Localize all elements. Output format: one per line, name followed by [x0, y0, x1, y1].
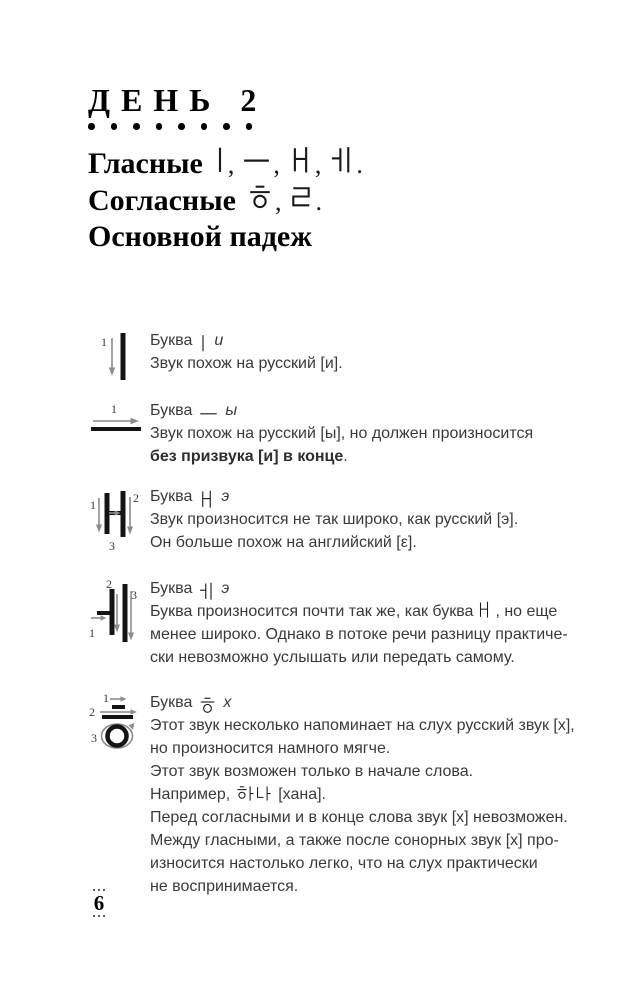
- hangul-r-glyph: [290, 183, 312, 210]
- example-transcription: [хана].: [278, 786, 326, 803]
- stroke-number: 3: [91, 731, 97, 745]
- entry-title: [150, 691, 588, 714]
- hangul-h-glyph: [248, 183, 272, 210]
- stroke-number: 1: [90, 498, 96, 512]
- entry-text: [150, 690, 588, 898]
- letter-name: э: [221, 580, 230, 597]
- comma-separator: ,: [273, 149, 280, 179]
- stroke-diagram-column: [88, 690, 150, 898]
- pronunciation-note: но произносится намного мягче.: [150, 740, 391, 757]
- pronunciation-note: износится настолько легко, что на слух практически: [150, 855, 538, 872]
- dot: [178, 123, 185, 130]
- page-number: 6: [93, 891, 105, 916]
- hangul-e-glyph: [330, 146, 353, 173]
- stroke-diagram-column: [88, 398, 150, 468]
- stroke-number: 2: [106, 577, 112, 591]
- hangul-i-glyph: [199, 334, 207, 352]
- day-title: ДЕНЬ 2: [88, 82, 268, 118]
- letter-entry-e: [88, 576, 588, 669]
- comma-separator: ,: [227, 149, 235, 179]
- case-heading-text: Основной падеж: [88, 219, 312, 253]
- letter-name: ы: [225, 402, 238, 419]
- dot: [88, 123, 95, 130]
- entry-text: [150, 484, 588, 559]
- stroke-diagram-eu: [88, 400, 146, 444]
- vowels-label: Гласные: [88, 146, 203, 180]
- dot: [223, 123, 230, 130]
- stroke-number: 1: [89, 626, 95, 640]
- page-footer: [86, 889, 112, 917]
- stroke-diagram-column: [88, 484, 150, 559]
- note-text: Буква произносится почти так же, как буква: [150, 603, 474, 620]
- dot: [133, 123, 140, 130]
- hangul-h-glyph: [199, 696, 216, 714]
- consonants-heading: [88, 183, 363, 220]
- letter-entry-eu: [88, 398, 588, 468]
- pronunciation-note-emphasis: [150, 445, 588, 468]
- footer-dots-bottom: [86, 915, 112, 917]
- letter-label: Буква: [150, 580, 193, 597]
- period-mark: .: [315, 186, 322, 216]
- pronunciation-note: менее широко. Однако в потоке речи разницу практиче-: [150, 626, 568, 643]
- letter-label: Буква: [150, 488, 193, 505]
- hangul-ae-glyph: [289, 146, 312, 173]
- stroke-diagram-i: [94, 328, 138, 386]
- comma-separator: ,: [274, 186, 282, 216]
- hangul-i-glyph: [215, 146, 225, 173]
- example-line: [150, 783, 588, 806]
- pronunciation-note: не воспринимается.: [150, 878, 299, 895]
- vowels-heading: [88, 146, 363, 183]
- dot: [246, 123, 253, 130]
- stroke-diagram-column: [88, 576, 150, 669]
- stroke-diagram-ae: [88, 484, 146, 554]
- dot: [111, 123, 118, 130]
- stroke-diagram-e: [88, 576, 144, 652]
- hangul-ae-glyph: [477, 601, 491, 618]
- entry-title: [150, 485, 588, 508]
- pronunciation-note: [150, 600, 588, 623]
- stroke-diagram-column: [88, 328, 150, 391]
- hangul-hana-word: [236, 785, 272, 802]
- letter-name: э: [221, 488, 230, 505]
- letter-name: и: [214, 332, 224, 349]
- entry-title: [150, 399, 588, 422]
- consonants-label: Согласные: [88, 183, 236, 217]
- period-mark: .: [356, 149, 363, 179]
- letter-label: Буква: [150, 332, 193, 349]
- hangul-eu-glyph: [243, 146, 270, 173]
- pronunciation-note: Между гласными, а также после сонорных звук [х] про-: [150, 832, 559, 849]
- pronunciation-note: Он больше похож на английский [ε].: [150, 534, 417, 551]
- entry-title: [150, 577, 588, 600]
- case-heading: [88, 220, 363, 257]
- entry-text: [150, 398, 588, 468]
- pronunciation-note: Этот звук несколько напоминает на слух русский звук [х],: [150, 717, 575, 734]
- chapter-header: [88, 84, 363, 257]
- pronunciation-note: Перед согласными и в конце слова звук [х] невозможен.: [150, 809, 568, 826]
- pronunciation-note: Звук похож на русский [и].: [150, 355, 343, 372]
- letter-entry-ae: [88, 484, 588, 559]
- comma-separator: ,: [314, 149, 322, 179]
- stroke-diagram-h: [88, 690, 146, 762]
- hangul-e-glyph: [199, 582, 214, 600]
- stroke-number: 2: [89, 705, 95, 719]
- entry-title: [150, 329, 588, 352]
- dot: [93, 915, 95, 917]
- dot: [156, 123, 163, 130]
- example-label: Например,: [150, 786, 231, 803]
- pronunciation-note: Этот звук возможен только в начале слова.: [150, 763, 474, 780]
- dot: [201, 123, 208, 130]
- letter-label: Буква: [150, 694, 193, 711]
- letter-entry-i: [88, 328, 588, 391]
- pronunciation-note: Звук произносится не так широко, как русский [э].: [150, 511, 519, 528]
- emphasized-text: без призвука [и] в конце: [150, 448, 344, 465]
- stroke-number: 2: [133, 491, 139, 505]
- letter-label: Буква: [150, 402, 193, 419]
- dot: [98, 915, 100, 917]
- stroke-number: 1: [103, 691, 109, 705]
- entry-text: [150, 576, 588, 669]
- dot: [103, 915, 105, 917]
- pronunciation-note: Звук похож на русский [ы], но должен произносится: [150, 425, 534, 442]
- stroke-number: 3: [109, 539, 115, 553]
- letter-name: х: [223, 694, 232, 711]
- entry-text: [150, 328, 588, 391]
- period-mark: .: [343, 448, 348, 465]
- stroke-number: 3: [131, 588, 137, 602]
- pronunciation-note: ски невозможно услышать или передать самому.: [150, 649, 515, 666]
- stroke-number: 1: [101, 335, 107, 349]
- hangul-ae-glyph: [199, 490, 214, 508]
- dotted-divider: [88, 123, 252, 130]
- note-text: , но еще: [495, 603, 558, 620]
- stroke-number: 1: [111, 402, 117, 416]
- hangul-eu-glyph: [199, 404, 218, 422]
- letter-entry-h: [88, 690, 588, 898]
